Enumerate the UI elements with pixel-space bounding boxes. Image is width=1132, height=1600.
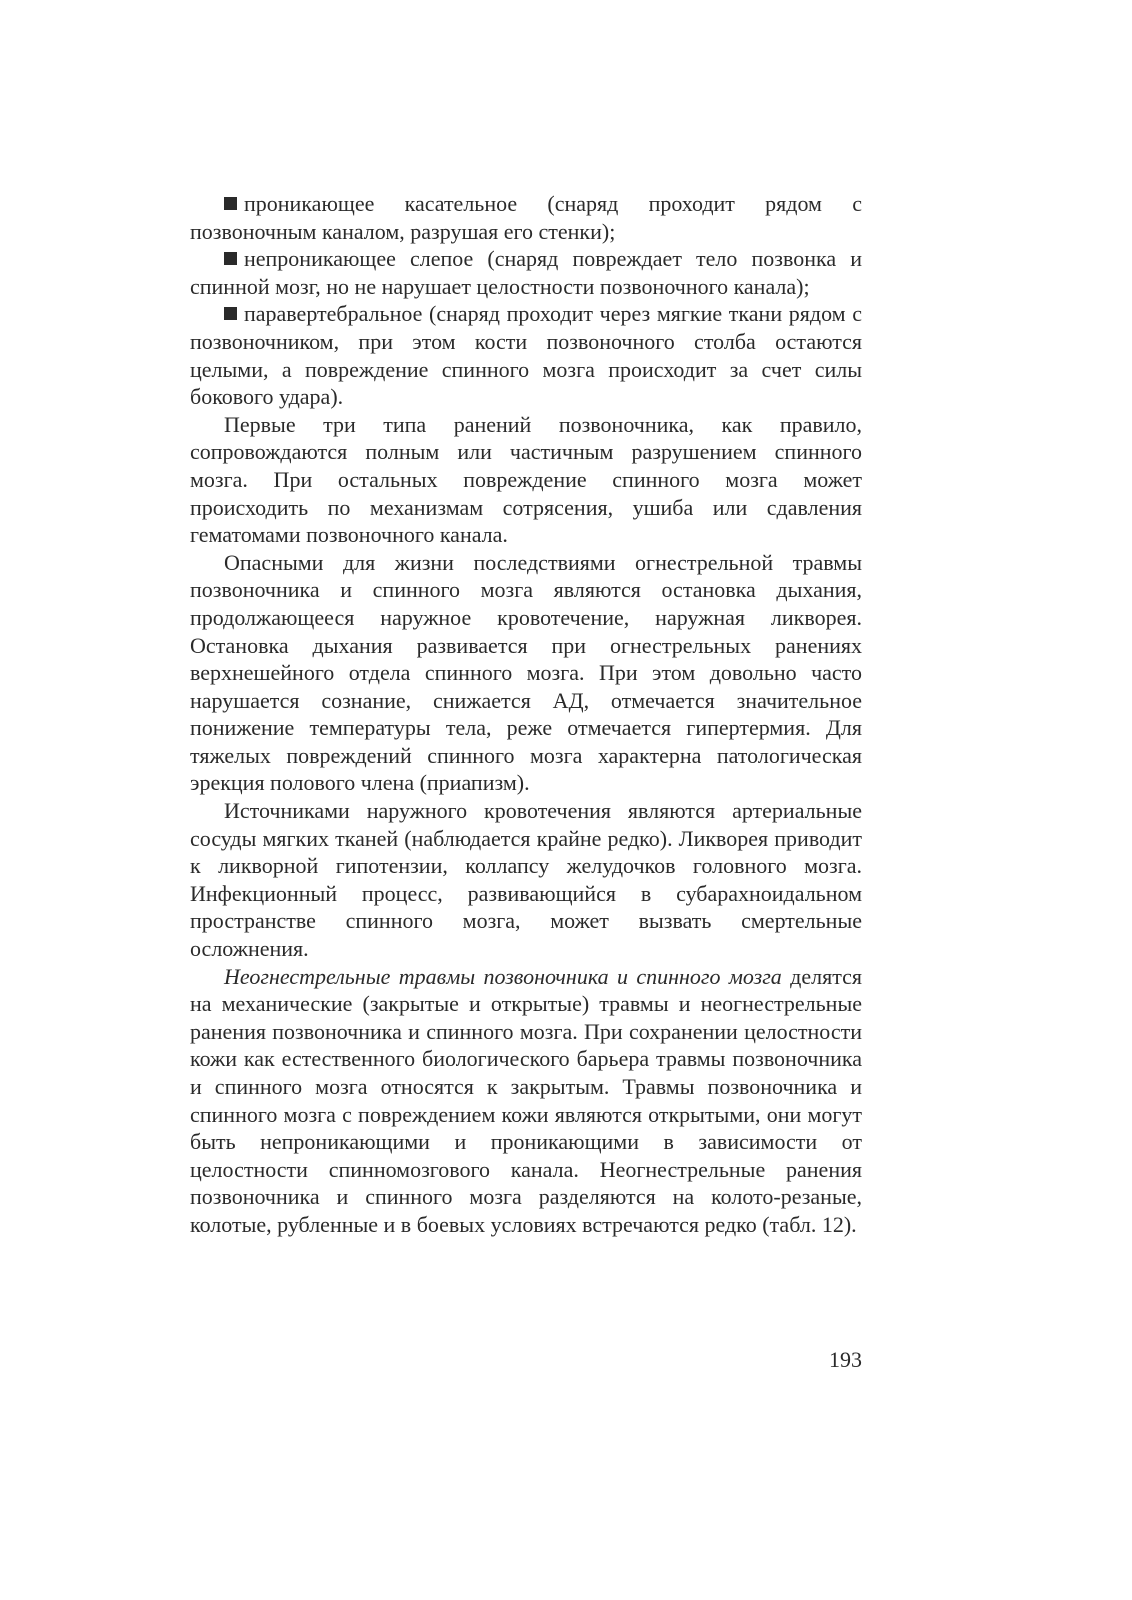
paragraph-text: делятся на механические (закрытые и открытые) травмы и неогнестрельные ранения позвоночника и спинного мозга. При сохранении целостности кожи как естественного биологического барьера травмы позвоночника и спинного мозга относятся к закрытым. Травмы позвоночника и спинного мозга с повреждением кожи являются открытыми, они могут быть непроникающими и проникающими в зависимости от целостности спинномозгового канала. Неогнестрельные ранения позвоночника и спинного мозга разделяются на колото-резаные, колотые, рубленные и в боевых условиях встречаются редко (табл. 12). bbox=[190, 963, 862, 1237]
paragraph: Опасными для жизни последствиями огнестрельной травмы позвоночника и спинного мозга являются остановка дыхания, продолжающееся наружное кровотечение, наружная ликворея. Остановка дыхания развивается при огнестрельных ранениях верхнешейного отдела спинного мозга. При этом довольно часто нарушается сознание, снижается АД, отмечается значительное понижение температуры тела, реже отмечается гипертермия. Для тяжелых повреждений спинного мозга характерна патологическая эрекция полового члена (приапизм). bbox=[190, 549, 862, 796]
bullet-item bbox=[190, 190, 862, 245]
body-text bbox=[190, 190, 862, 1239]
bullet-item bbox=[190, 300, 862, 410]
square-bullet-icon bbox=[224, 197, 237, 210]
paragraph: Источниками наружного кровотечения являются артериальные сосуды мягких тканей (наблюдается крайне редко). Ликворея приводит к ликворной гипотензии, коллапсу желудочков головного мозга. Инфекционный процесс, развивающийся в субарахноидальном пространстве спинного мозга, может вызвать смертельные осложнения. bbox=[190, 798, 862, 962]
bullet-item bbox=[190, 245, 862, 300]
paragraph: Первые три типа ранений позвоночника, как правило, сопровождаются полным или частичным разрушением спинного мозга. При остальных повреждение спинного мозга может происходить по механизмам сотрясения, ушиба или сдавления гематомами позвоночного канала. bbox=[190, 411, 862, 548]
page-number: 193 bbox=[829, 1347, 862, 1372]
square-bullet-icon bbox=[224, 252, 237, 265]
italic-lead: Неогнестрельные травмы позвоночника и спинного мозга bbox=[224, 963, 782, 989]
square-bullet-icon bbox=[224, 307, 237, 320]
paragraph-nonfirearm bbox=[190, 963, 862, 1239]
bullet-text: паравертебральное (снаряд проходит через мягкие ткани рядом с позвоночником, при этом кости позвоночного столба остаются целыми, а повреждение спинного мозга происходит за счет силы бокового удара). bbox=[190, 301, 862, 410]
bullet-text: непроникающее слепое (снаряд повреждает тело позвонка и спинной мозг, но не нарушает целостности позвоночного канала); bbox=[190, 246, 862, 299]
bullet-text: проникающее касательное (снаряд проходит рядом с позвоночным каналом, разрушая его стенки); bbox=[190, 191, 862, 244]
